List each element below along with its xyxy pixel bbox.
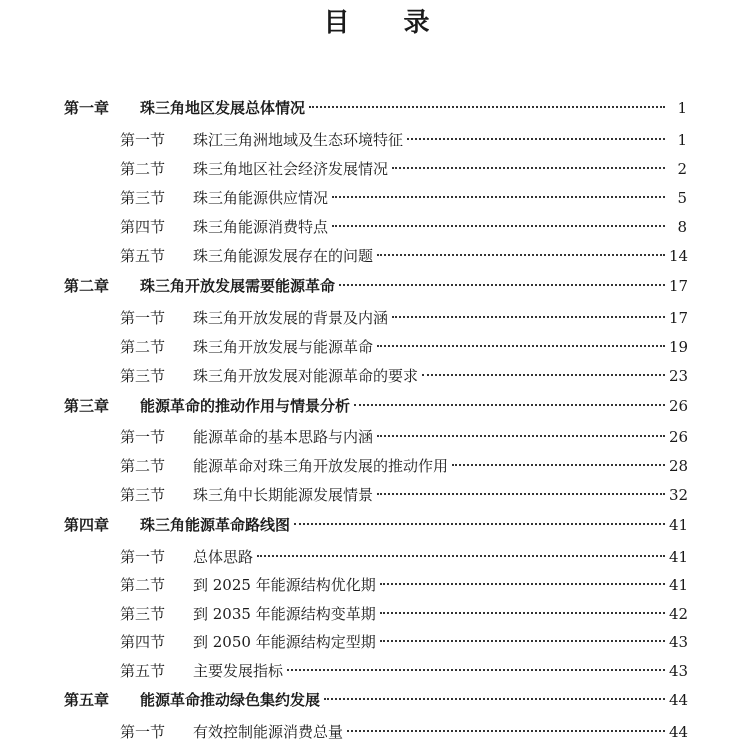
- dot-leader: [309, 106, 665, 108]
- toc-entry-section[interactable]: [0, 602, 755, 626]
- page-number: 32: [669, 486, 689, 504]
- toc-entry-section[interactable]: [0, 244, 755, 268]
- entry-title: 能源革命对珠三角开放发展的推动作用: [193, 457, 449, 475]
- entry-title: 珠三角能源消费特点: [193, 218, 329, 236]
- dot-leader: [377, 345, 665, 347]
- dot-leader: [377, 493, 665, 495]
- page-number: 28: [669, 457, 689, 475]
- entry-number: 第二节: [120, 576, 166, 594]
- page-number: 43: [669, 662, 689, 680]
- entry-title: 到 2025 年能源结构优化期: [193, 576, 376, 594]
- entry-number: 第四节: [120, 633, 166, 651]
- page-number: 44: [669, 691, 689, 709]
- dot-leader: [392, 167, 665, 169]
- page-number: 2: [677, 160, 687, 178]
- dot-leader: [392, 316, 665, 318]
- page-number: 44: [669, 723, 689, 741]
- dot-leader: [407, 138, 665, 140]
- page-number: 17: [669, 277, 689, 295]
- entry-number: 第三章: [64, 397, 110, 415]
- entry-title: 珠三角开放发展的背景及内涵: [193, 309, 389, 327]
- entry-title: 珠三角中长期能源发展情景: [193, 486, 374, 504]
- entry-number: 第一节: [120, 723, 166, 741]
- dot-leader: [422, 374, 665, 376]
- entry-number: 第三节: [120, 486, 166, 504]
- toc-entry-section[interactable]: [0, 364, 755, 388]
- page-title: [0, 2, 755, 39]
- toc-entry-section[interactable]: [0, 630, 755, 654]
- dot-leader: [380, 583, 665, 585]
- dot-leader: [257, 555, 665, 557]
- dot-leader: [347, 730, 665, 732]
- entry-title: 珠三角地区发展总体情况: [140, 99, 306, 117]
- entry-number: 第一章: [64, 99, 110, 117]
- entry-title: 珠三角地区社会经济发展情况: [193, 160, 389, 178]
- toc-entry-section[interactable]: [0, 157, 755, 181]
- page-number: 14: [669, 247, 689, 265]
- entry-number: 第二节: [120, 160, 166, 178]
- toc-entry-section[interactable]: [0, 454, 755, 478]
- toc-entry-section[interactable]: [0, 720, 755, 744]
- dot-leader: [324, 698, 665, 700]
- entry-number: 第一节: [120, 131, 166, 149]
- toc-entry-section[interactable]: [0, 425, 755, 449]
- toc-entry-chapter-2[interactable]: [0, 274, 755, 298]
- entry-number: 第一节: [120, 548, 166, 566]
- entry-number: 第三节: [120, 605, 166, 623]
- dot-leader: [377, 254, 665, 256]
- entry-number: 第一节: [120, 428, 166, 446]
- entry-number: 第四章: [64, 516, 110, 534]
- dot-leader: [332, 196, 665, 198]
- entry-title: 珠三角开放发展与能源革命: [193, 338, 374, 356]
- entry-title: 到 2050 年能源结构定型期: [193, 633, 376, 651]
- page-number: 17: [669, 309, 689, 327]
- dot-leader: [452, 464, 665, 466]
- toc-entry-section[interactable]: [0, 128, 755, 152]
- toc-entry-chapter-1[interactable]: [0, 96, 755, 120]
- dot-leader: [380, 640, 665, 642]
- entry-number: 第五节: [120, 662, 166, 680]
- entry-number: 第一节: [120, 309, 166, 327]
- page-number: 23: [669, 367, 689, 385]
- toc-entry-chapter-5[interactable]: [0, 688, 755, 712]
- page-number: 42: [669, 605, 689, 623]
- page-number: 41: [669, 548, 689, 566]
- title-char-2: 录: [403, 8, 432, 38]
- entry-number: 第二节: [120, 457, 166, 475]
- entry-title: 主要发展指标: [193, 662, 284, 680]
- entry-title: 能源革命的推动作用与情景分析: [140, 397, 351, 415]
- page-number: 1: [677, 131, 687, 149]
- page-number: 8: [677, 218, 687, 236]
- page-number: 41: [669, 576, 689, 594]
- entry-number: 第二节: [120, 338, 166, 356]
- entry-number: 第二章: [64, 277, 110, 295]
- entry-number: 第五章: [64, 691, 110, 709]
- entry-title: 珠三角开放发展对能源革命的要求: [193, 367, 419, 385]
- page-number: 43: [669, 633, 689, 651]
- dot-leader: [377, 435, 665, 437]
- entry-number: 第三节: [120, 189, 166, 207]
- dot-leader: [332, 225, 665, 227]
- entry-title: 珠三角能源革命路线图: [140, 516, 291, 534]
- title-char-1: 目: [323, 8, 352, 38]
- entry-title: 有效控制能源消费总量: [193, 723, 344, 741]
- page-number: 41: [669, 516, 689, 534]
- dot-leader: [339, 284, 665, 286]
- page-number: 26: [669, 428, 689, 446]
- page-number: 5: [677, 189, 687, 207]
- toc-entry-section[interactable]: [0, 483, 755, 507]
- entry-title: 珠三角开放发展需要能源革命: [140, 277, 336, 295]
- dot-leader: [354, 404, 665, 406]
- dot-leader: [380, 612, 665, 614]
- entry-title: 能源革命的基本思路与内涵: [193, 428, 374, 446]
- dot-leader: [287, 669, 665, 671]
- entry-title: 珠江三角洲地域及生态环境特征: [193, 131, 404, 149]
- page-number: 1: [677, 99, 687, 117]
- toc-entry-section[interactable]: [0, 335, 755, 359]
- toc-entry-section[interactable]: [0, 215, 755, 239]
- page-number: 26: [669, 397, 689, 415]
- toc-entry-section[interactable]: [0, 306, 755, 330]
- toc-entry-chapter-4[interactable]: [0, 513, 755, 537]
- toc-entry-section[interactable]: [0, 659, 755, 683]
- entry-title: 珠三角能源发展存在的问题: [193, 247, 374, 265]
- page-number: 19: [669, 338, 689, 356]
- toc-entry-section[interactable]: [0, 186, 755, 210]
- toc-entry-chapter-3[interactable]: [0, 394, 755, 418]
- dot-leader: [294, 523, 665, 525]
- entry-number: 第四节: [120, 218, 166, 236]
- entry-number: 第五节: [120, 247, 166, 265]
- entry-title: 能源革命推动绿色集约发展: [140, 691, 321, 709]
- entry-title: 总体思路: [193, 548, 254, 566]
- toc-entry-section[interactable]: [0, 573, 755, 597]
- toc-entry-section[interactable]: [0, 545, 755, 569]
- entry-number: 第三节: [120, 367, 166, 385]
- entry-title: 到 2035 年能源结构变革期: [193, 605, 376, 623]
- entry-title: 珠三角能源供应情况: [193, 189, 329, 207]
